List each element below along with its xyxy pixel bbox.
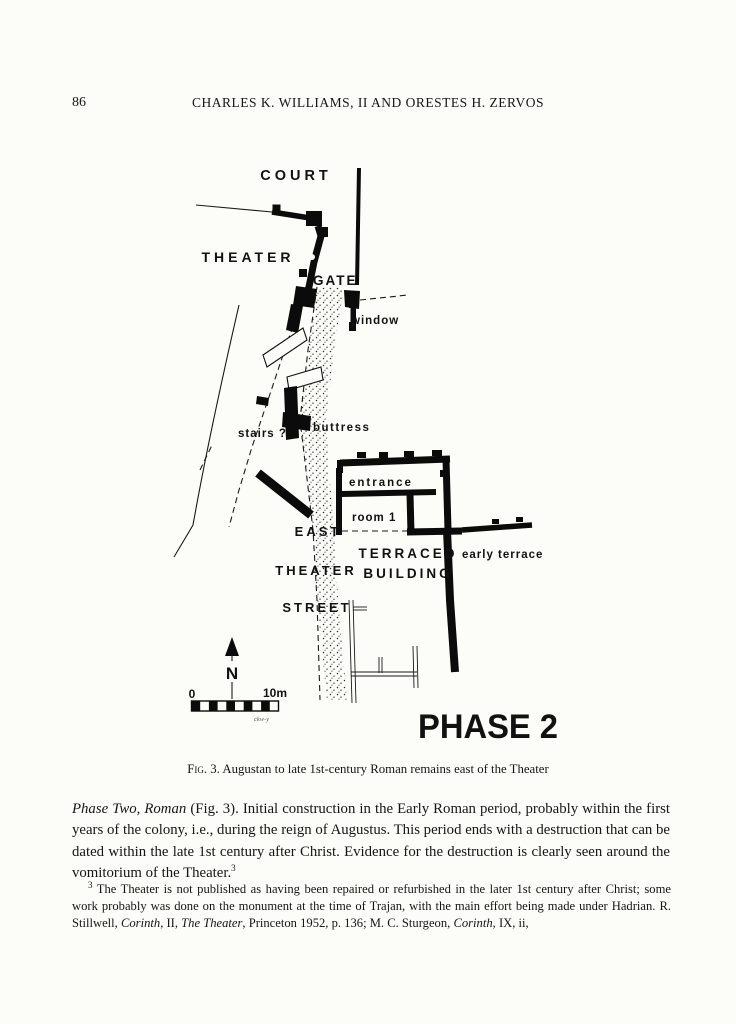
footnote-text: , IX, ii, (492, 915, 529, 930)
scale-10m-label: 10m (263, 686, 288, 700)
terraced-label: TERRACED (358, 546, 458, 561)
arc-dashed-short (200, 443, 213, 470)
footnote-cite-corinth: Corinth (120, 915, 161, 930)
court-boundary-line (196, 205, 272, 212)
paragraph-text: (Fig. 3). Initial construction in the Early Roman period, probably within the first years of the colony, i.e., during the reign of Augustus. This period ends with a destruction that can be dated within the late 1st century after Christ. Evidence for the destruction is clearly seen around the vomitorium of the Theater. (72, 801, 670, 882)
footnote-text: , II, (160, 915, 182, 930)
building-label: BUILDING (363, 566, 453, 581)
theater-street-label: THEATER (275, 563, 357, 578)
paragraph-lead: Phase Two, Roman (72, 801, 187, 817)
theater-label: THEATER (201, 249, 295, 265)
caption-text: Augustan to late 1st-century Roman remains east of the Theater (222, 762, 549, 776)
east-label: EAST (294, 524, 342, 539)
north-arrow (225, 637, 239, 699)
entrance-label: entrance (349, 477, 413, 489)
court-label: COURT (260, 168, 332, 184)
footnote-marker: 3 (88, 879, 93, 890)
page-number: 86 (72, 95, 86, 110)
draftsman-signature: ckw-y (254, 716, 270, 723)
east-court-wall (357, 168, 359, 285)
footnote-text: , Princeton 1952, p. 136; M. C. Sturgeon, (242, 915, 454, 930)
scale-zero-label: 0 (188, 687, 196, 701)
scale-bar (189, 686, 287, 723)
north-label: N (225, 664, 239, 683)
footnote-paragraph (72, 881, 671, 931)
body-paragraph (72, 799, 670, 885)
site-plan-figure (165, 150, 585, 750)
phase-label: PHASE 2 (418, 708, 558, 746)
figure-caption (68, 762, 668, 777)
running-title: CHARLES K. WILLIAMS, II AND ORESTES H. ZERVOS (192, 95, 544, 110)
gate-label: GATE (313, 273, 358, 288)
footnote-cite-theater: The Theater (181, 915, 243, 930)
caption-prefix: Fig. 3. (187, 762, 220, 776)
stairs-label: stairs ? (238, 428, 287, 440)
theater-arc (174, 305, 239, 557)
thin-outline-walls (349, 600, 418, 703)
buttress-label: buttress (313, 422, 371, 434)
footnote-cite-corinth2: Corinth (453, 915, 493, 930)
window-label: window (351, 315, 400, 327)
footnote-text: The Theater is not published as having been repaired or refurbished in the later 1st century after Christ; some work probably was done on the monument at the time of Trajan, with the main effort being made under Hadrian. R. Stillwell, (72, 882, 671, 930)
early-terrace-wall (462, 525, 532, 530)
early-terrace-label: early terrace (462, 549, 544, 561)
street-label: STREET (282, 600, 352, 615)
footnote-reference: 3 (231, 863, 236, 874)
room1-label: room 1 (352, 512, 397, 524)
